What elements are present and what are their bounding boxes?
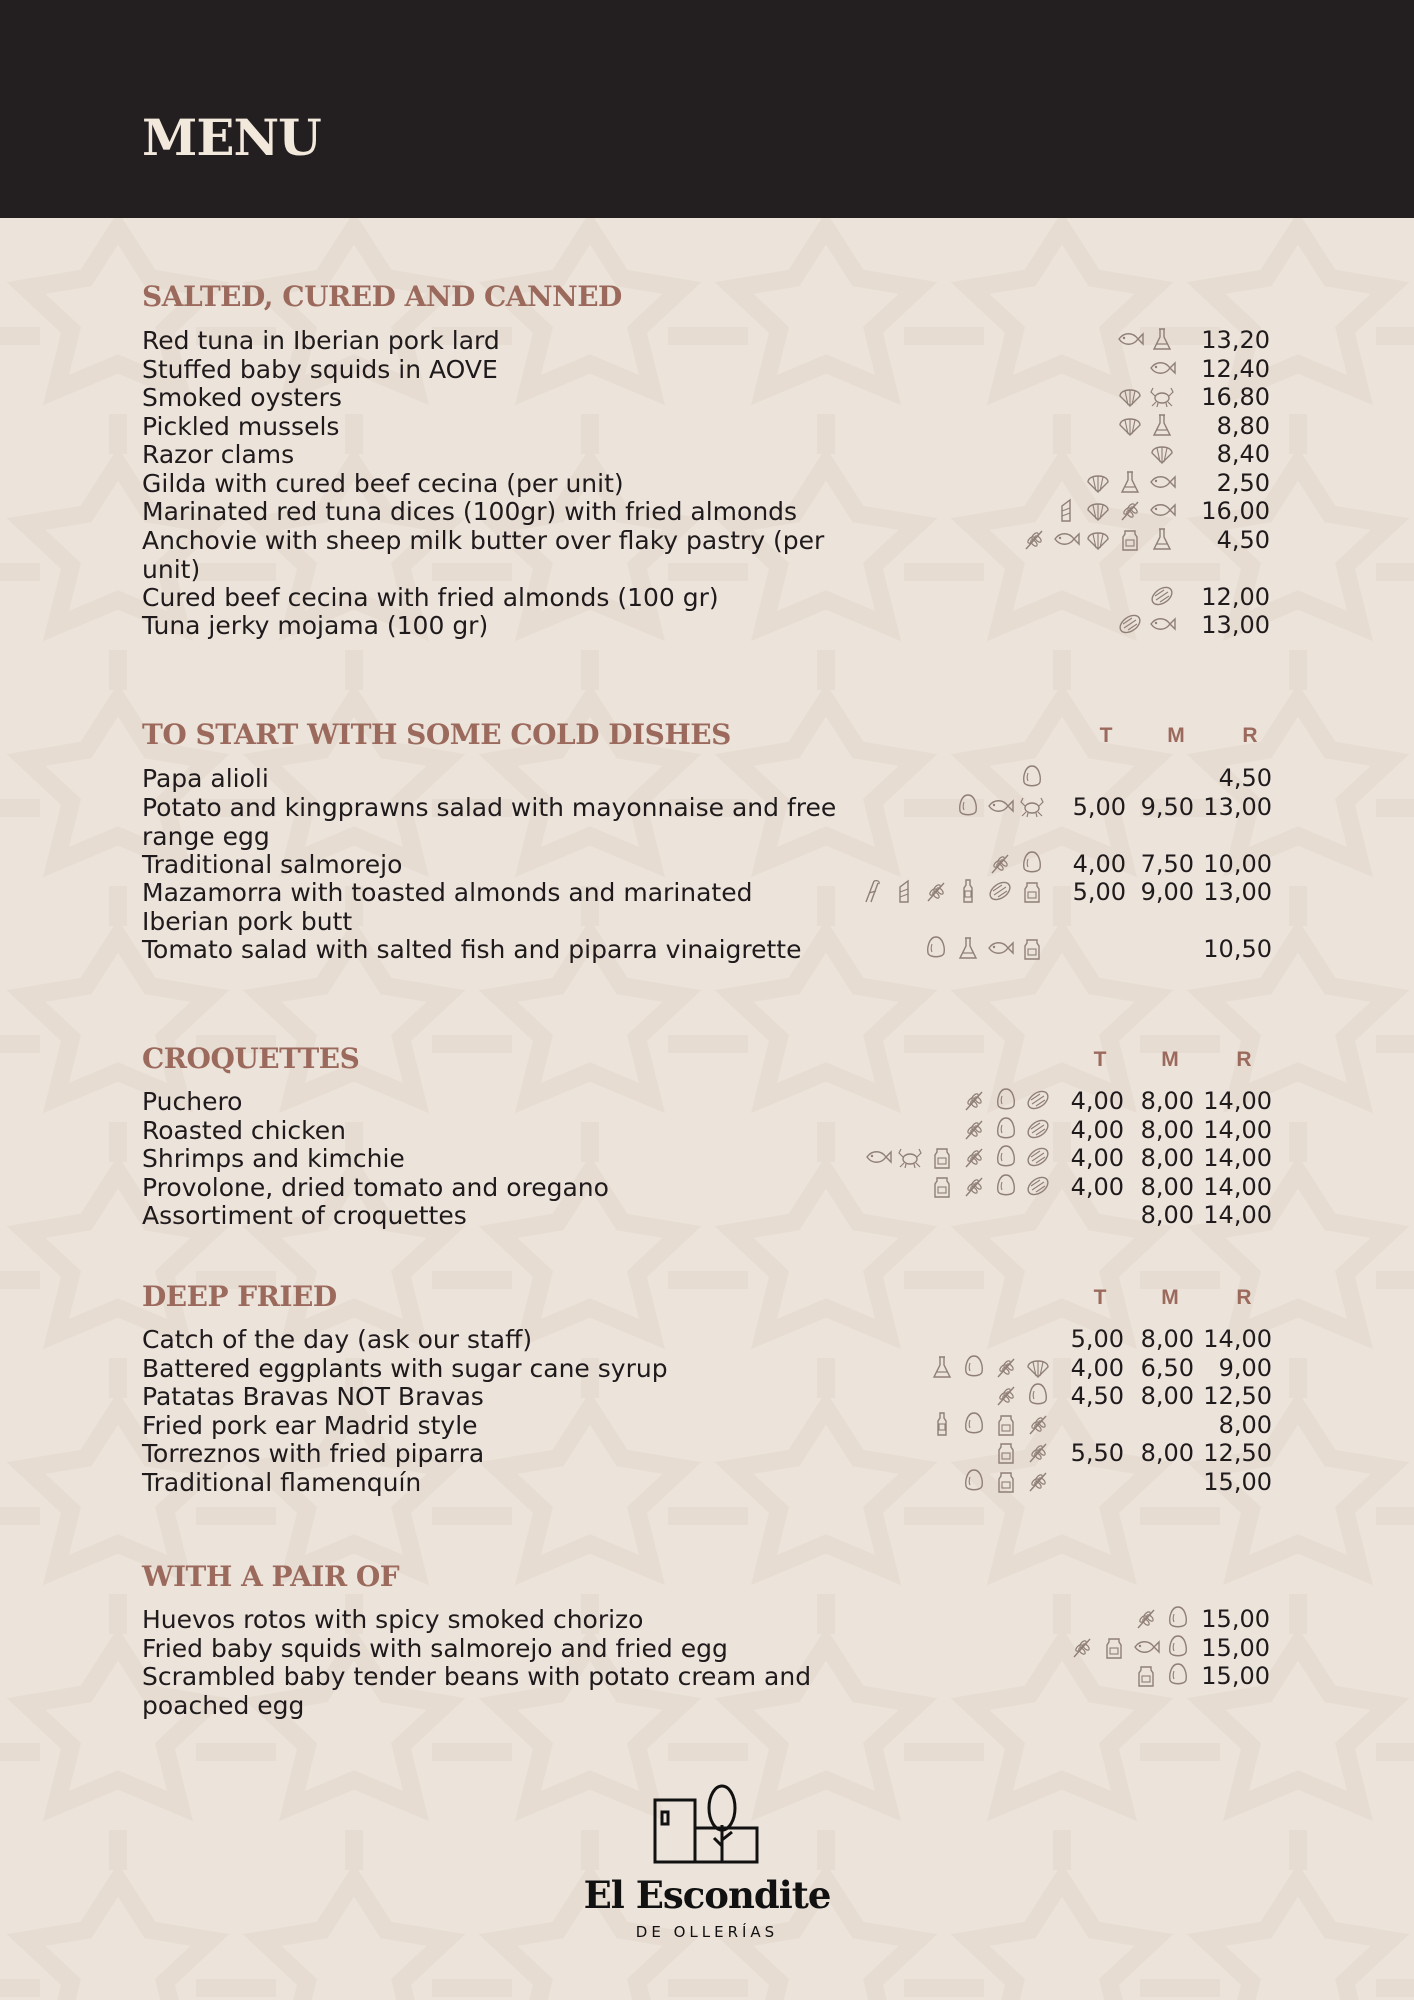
item-price-m: 9,00 <box>1140 878 1194 906</box>
column-header-m: M <box>1161 1286 1179 1309</box>
column-header-r: R <box>1236 1048 1252 1071</box>
section-title: WITH A PAIR OF <box>142 1560 400 1593</box>
wheat-icon <box>1024 1467 1052 1495</box>
item-name: Mazamorra with toasted almonds and marinated Iberian pork butt <box>142 878 753 936</box>
item-price-r: 10,50 <box>1203 935 1272 963</box>
milk-icon <box>992 1438 1020 1466</box>
item-price-t: 4,00 <box>1070 1354 1124 1382</box>
wheat-icon <box>960 1143 988 1171</box>
nut-icon <box>1148 582 1176 610</box>
item-name: Papa alioli <box>142 764 269 793</box>
item-price-r: 14,00 <box>1203 1173 1272 1201</box>
wheat-icon <box>1116 496 1144 524</box>
item-price-t: 4,00 <box>1070 1087 1124 1115</box>
item-name: Traditional salmorejo <box>142 850 403 879</box>
item-name: Fried baby squids with salmorejo and fried egg <box>142 1634 728 1663</box>
column-header-r: R <box>1242 724 1258 747</box>
item-price-t: 4,00 <box>1070 1116 1124 1144</box>
item-price-r: 15,00 <box>1203 1468 1272 1496</box>
section-title: DEEP FRIED <box>142 1280 337 1313</box>
wheat-icon <box>922 877 950 905</box>
column-header-r: R <box>1236 1286 1252 1309</box>
shell-icon <box>1116 382 1144 410</box>
item-price: 12,00 <box>1201 583 1270 611</box>
milk-icon <box>1132 1661 1160 1689</box>
item-price-t: 5,00 <box>1072 878 1126 906</box>
item-price-r: 4,50 <box>1218 764 1272 792</box>
milk-icon <box>992 1467 1020 1495</box>
shell-icon <box>1084 525 1112 553</box>
milk-icon <box>928 1172 956 1200</box>
item-name: Tomato salad with salted fish and piparra vinaigrette <box>142 935 802 964</box>
item-name: Anchovie with sheep milk butter over flaky pastry (per unit) <box>142 526 825 584</box>
item-name: Tuna jerky mojama (100 gr) <box>142 611 489 640</box>
wheat-icon <box>1132 1604 1160 1632</box>
item-price: 2,50 <box>1216 469 1270 497</box>
item-price-m: 7,50 <box>1140 850 1194 878</box>
item-price-m: 9,50 <box>1140 793 1194 821</box>
item-price: 4,50 <box>1216 526 1270 554</box>
item-price-r: 14,00 <box>1203 1325 1272 1353</box>
shell-icon <box>1116 411 1144 439</box>
item-name: Provolone, dried tomato and oregano <box>142 1173 609 1202</box>
nut-icon <box>986 877 1014 905</box>
item-name: Assortiment of croquettes <box>142 1201 467 1230</box>
item-name: Smoked oysters <box>142 383 342 412</box>
item-name: Battered eggplants with sugar cane syrup <box>142 1354 668 1383</box>
wheat-icon <box>992 1353 1020 1381</box>
section-title: TO START WITH SOME COLD DISHES <box>142 718 731 751</box>
item-price-t: 4,00 <box>1070 1173 1124 1201</box>
logo-subtitle: DE OLLERÍAS <box>635 1923 779 1941</box>
wheat-icon <box>960 1115 988 1143</box>
item-price: 8,40 <box>1216 440 1270 468</box>
fish-icon <box>1132 1633 1160 1661</box>
fish-icon <box>1148 354 1176 382</box>
egg-icon <box>992 1115 1020 1143</box>
item-price-t: 4,50 <box>1070 1382 1124 1410</box>
column-header-t: T <box>1099 724 1113 747</box>
item-name: Cured beef cecina with fried almonds (100 gr) <box>142 583 719 612</box>
item-price-m: 8,00 <box>1140 1116 1194 1144</box>
item-name: Gilda with cured beef cecina (per unit) <box>142 469 624 498</box>
wheat-icon <box>986 849 1014 877</box>
item-name: Stuffed baby squids in AOVE <box>142 355 498 384</box>
item-name: Traditional flamenquín <box>142 1468 422 1497</box>
fish-icon <box>1052 525 1080 553</box>
egg-icon <box>992 1143 1020 1171</box>
item-name: Fried pork ear Madrid style <box>142 1411 478 1440</box>
fish-icon <box>986 934 1014 962</box>
item-price-m: 8,00 <box>1140 1087 1194 1115</box>
egg-icon <box>960 1353 988 1381</box>
item-price-r: 13,00 <box>1203 878 1272 906</box>
egg-icon <box>1018 763 1046 791</box>
menu-header <box>0 0 1414 218</box>
item-name: Roasted chicken <box>142 1116 346 1145</box>
item-name: Marinated red tuna dices (100gr) with fried almonds <box>142 497 798 526</box>
flask-icon <box>1148 325 1176 353</box>
column-header-t: T <box>1093 1048 1107 1071</box>
fish-icon <box>1116 325 1144 353</box>
item-price: 16,80 <box>1201 383 1270 411</box>
shell-icon <box>1084 468 1112 496</box>
column-header-m: M <box>1167 724 1185 747</box>
item-price-m: 6,50 <box>1140 1354 1194 1382</box>
wheat-icon <box>1068 1633 1096 1661</box>
item-price-r: 9,00 <box>1218 1354 1272 1382</box>
item-name: Huevos rotos with spicy smoked chorizo <box>142 1605 644 1634</box>
item-price-r: 14,00 <box>1203 1144 1272 1172</box>
wheat-icon <box>992 1381 1020 1409</box>
fish-icon <box>1148 496 1176 524</box>
shell-icon <box>1148 439 1176 467</box>
milk-icon <box>1018 934 1046 962</box>
nut-icon <box>1116 610 1144 638</box>
item-price-r: 14,00 <box>1203 1201 1272 1229</box>
milk-icon <box>1116 525 1144 553</box>
item-name: Puchero <box>142 1087 243 1116</box>
item-price-t: 5,50 <box>1070 1439 1124 1467</box>
wheat-icon <box>960 1172 988 1200</box>
column-header-m: M <box>1161 1048 1179 1071</box>
building-tree-logo-icon <box>557 1780 857 1870</box>
item-price-r: 12,50 <box>1203 1439 1272 1467</box>
item-name: Potato and kingprawns salad with mayonnaise and free range egg <box>142 793 837 851</box>
fish-icon <box>864 1143 892 1171</box>
fish-icon <box>1148 468 1176 496</box>
item-price: 8,80 <box>1216 412 1270 440</box>
fish-icon <box>1148 610 1176 638</box>
milk-icon <box>928 1143 956 1171</box>
section-title: SALTED, CURED AND CANNED <box>142 280 622 313</box>
column-header-t: T <box>1093 1286 1107 1309</box>
item-price-r: 12,50 <box>1203 1382 1272 1410</box>
egg-icon <box>960 1467 988 1495</box>
item-price-m: 8,00 <box>1140 1144 1194 1172</box>
mustard-icon <box>1052 496 1080 524</box>
egg-icon <box>960 1410 988 1438</box>
item-price-r: 10,00 <box>1203 850 1272 878</box>
restaurant-logo <box>557 1780 857 1940</box>
mustard-icon <box>890 877 918 905</box>
flask-icon <box>928 1353 956 1381</box>
flask-icon <box>1148 525 1176 553</box>
item-price-m: 8,00 <box>1140 1173 1194 1201</box>
item-name: Pickled mussels <box>142 412 340 441</box>
item-price: 15,00 <box>1201 1605 1270 1633</box>
item-price: 15,00 <box>1201 1634 1270 1662</box>
item-name: Torreznos with fried piparra <box>142 1439 485 1468</box>
item-price: 13,00 <box>1201 611 1270 639</box>
flask-icon <box>1148 411 1176 439</box>
item-price: 12,40 <box>1201 355 1270 383</box>
wheat-icon <box>1024 1410 1052 1438</box>
item-price-t: 4,00 <box>1072 850 1126 878</box>
item-price-r: 14,00 <box>1203 1116 1272 1144</box>
item-name: Red tuna in Iberian pork lard <box>142 326 500 355</box>
fish-icon <box>986 792 1014 820</box>
crab-icon <box>896 1143 924 1171</box>
item-name: Shrimps and kimchie <box>142 1144 405 1173</box>
item-name: Razor clams <box>142 440 295 469</box>
item-price: 16,00 <box>1201 497 1270 525</box>
egg-icon <box>954 792 982 820</box>
wheat-icon <box>1020 525 1048 553</box>
egg-icon <box>992 1086 1020 1114</box>
egg-icon <box>992 1172 1020 1200</box>
section-title: CROQUETTES <box>142 1042 360 1075</box>
page-title: MENU <box>142 108 321 167</box>
item-price-m: 8,00 <box>1140 1382 1194 1410</box>
item-price-r: 8,00 <box>1218 1411 1272 1439</box>
bottle-icon <box>928 1410 956 1438</box>
item-price-t: 4,00 <box>1070 1144 1124 1172</box>
milk-icon <box>992 1410 1020 1438</box>
item-name: Catch of the day (ask our staff) <box>142 1325 533 1354</box>
flask-icon <box>1116 468 1144 496</box>
crab-icon <box>1148 382 1176 410</box>
bottle-icon <box>954 877 982 905</box>
logo-name: El Escondite <box>583 1873 831 1917</box>
milk-icon <box>1100 1633 1128 1661</box>
item-price-m: 8,00 <box>1140 1439 1194 1467</box>
celery-icon <box>858 877 886 905</box>
wheat-icon <box>960 1086 988 1114</box>
item-price: 15,00 <box>1201 1662 1270 1690</box>
item-price-r: 13,00 <box>1203 793 1272 821</box>
item-name: Scrambled baby tender beans with potato cream and poached egg <box>142 1662 812 1720</box>
item-price-m: 8,00 <box>1140 1201 1194 1229</box>
shell-icon <box>1084 496 1112 524</box>
item-price-m: 8,00 <box>1140 1325 1194 1353</box>
item-price: 13,20 <box>1201 326 1270 354</box>
item-name: Patatas Bravas NOT Bravas <box>142 1382 484 1411</box>
item-price-t: 5,00 <box>1072 793 1126 821</box>
item-price-t: 5,00 <box>1070 1325 1124 1353</box>
flask-icon <box>954 934 982 962</box>
item-price-r: 14,00 <box>1203 1087 1272 1115</box>
egg-icon <box>922 934 950 962</box>
